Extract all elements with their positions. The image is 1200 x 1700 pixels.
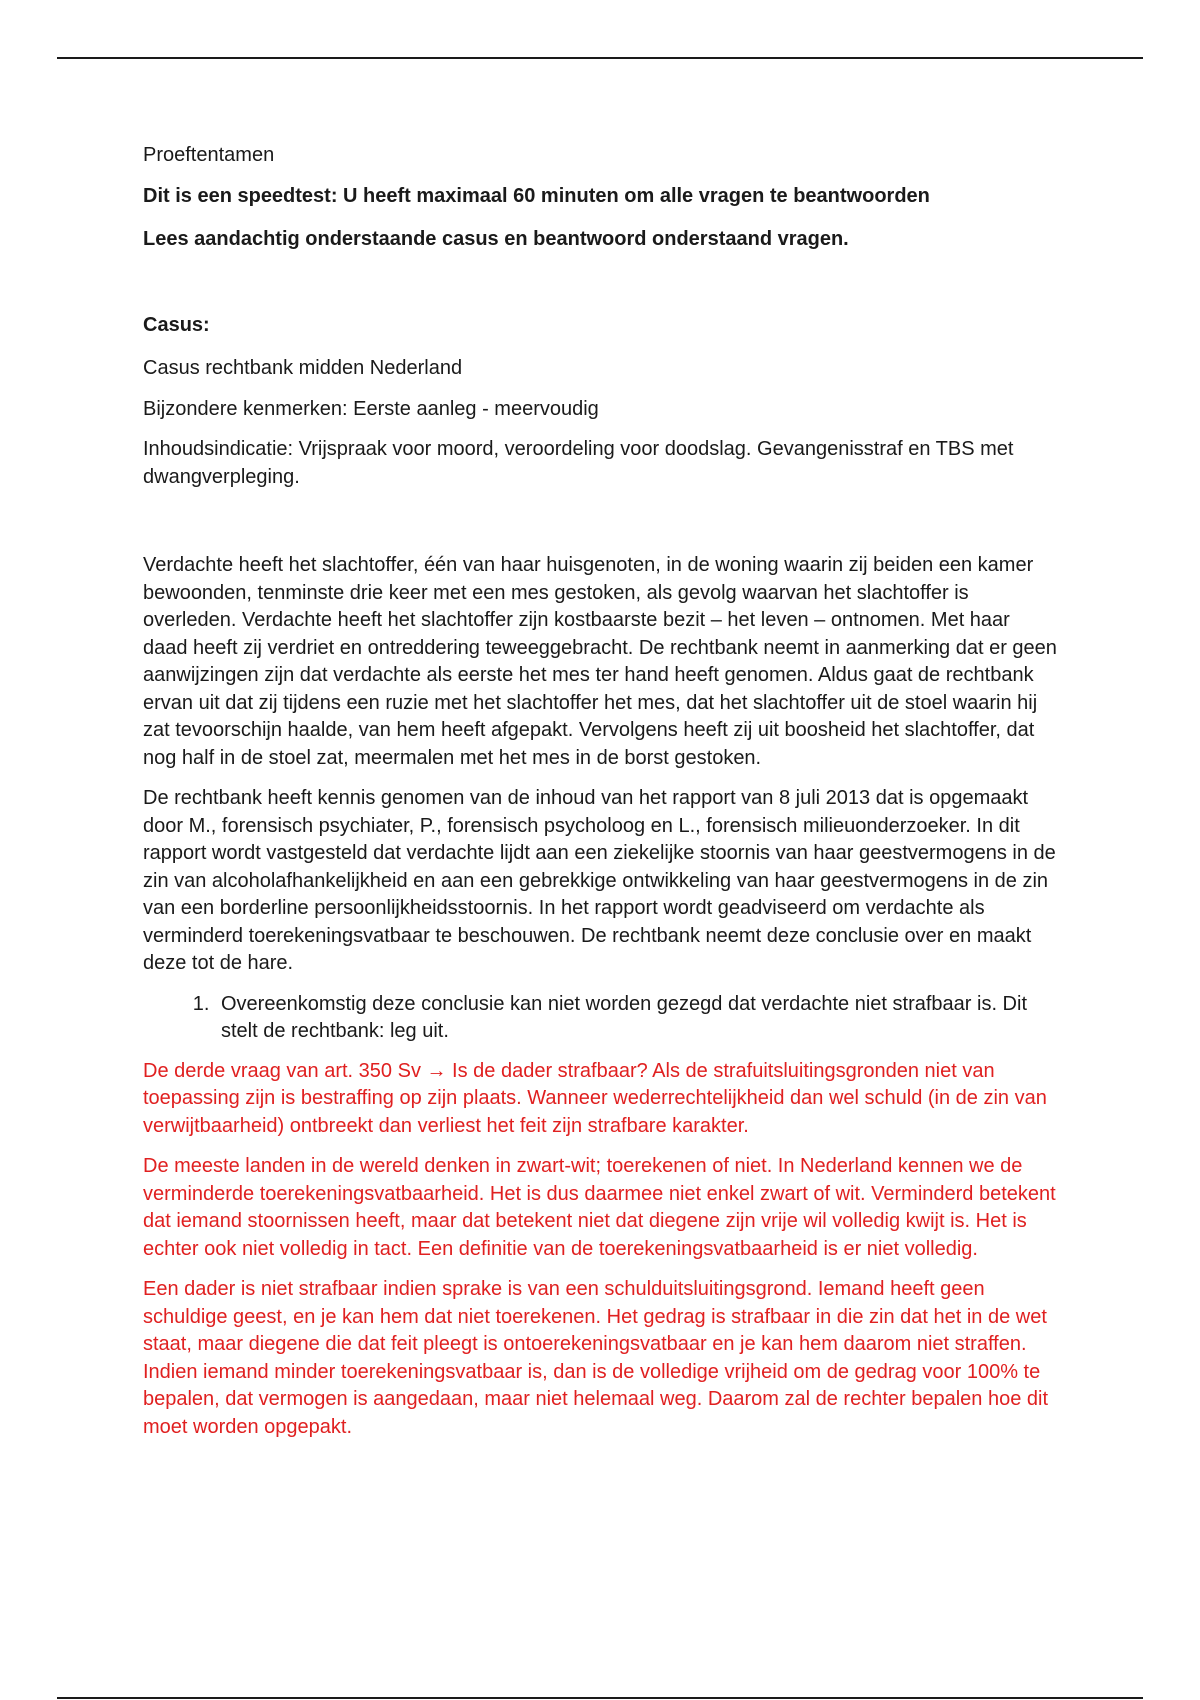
answer-paragraph-2: De meeste landen in de wereld denken in zwart-wit; toerekenen of niet. In Nederland kennen we de verminderde toerekeningsvatbaarheid. Het is dus daarmee niet enkel zwart of wit. Verminderd betekent dat iemand stoornissen heeft, maar dat betekent niet dat diegene zijn vrije wil volledig kwijt is. Het is echter ook niet volledig in tact. Een definitie van de toerekeningsvatbaarheid is er niet volledig. <box>143 1155 1056 1260</box>
case-paragraph-2: De rechtbank heeft kennis genomen van de inhoud van het rapport van 8 juli 2013 dat is opgemaakt door M., forensisch psychiater, P., forensisch psycholoog en L., forensisch milieuonderzoeker. In dit rapport wordt vastgesteld dat verdachte lijdt aan een ziekelijke stoornis van haar geestvermogens in de zin van alcoholafhankelijkheid en aan een gebrekkige ontwikkeling van haar geestvermogens in de zin van een borderline persoonlijkheidsstoornis. In het rapport wordt geadviseerd om verdachte als verminderd toerekeningsvatbaar te beschouwen. De rechtbank neemt deze conclusie over en maakt deze tot de hare. <box>143 787 1056 974</box>
question-1: 1. Overeenkomstig deze conclusie kan niet worden gezegd dat verdachte niet strafbaar is. Dit stelt de rechtbank: leg uit. <box>215 991 1058 1046</box>
instruction-read-case: Lees aandachtig onderstaande casus en beantwoord onderstaand vragen. <box>143 228 849 250</box>
case-paragraph-1: Verdachte heeft het slachtoffer, één van haar huisgenoten, in de woning waarin zij beiden een kamer bewoonden, tenminste drie keer met een mes gestoken, als gevolg waarvan het slachtoffer is overleden. Verdachte heeft het slachtoffer zijn kostbaarste bezit – het leven – ontnomen. Met haar daad heeft zij verdriet en ontreddering teweeggebracht. De rechtbank neemt in aanmerking dat er geen aanwijzingen zijn dat verdachte als eerste het mes ter hand heeft genomen. Aldus gaat de rechtbank ervan uit dat zij tijdens een ruzie met het slachtoffer het mes, dat het slachtoffer uit de stoel waarin hij zat tevoorschijn haalde, van hem heeft afgepakt. Vervolgens heeft zij uit boosheid het slachtoffer, dat nog half in de stoel zat, meermalen met het mes in de borst gestoken. <box>143 554 1057 769</box>
document-label: Proeftentamen <box>143 144 275 166</box>
instruction-time-limit: Dit is een speedtest: U heeft maximaal 60 minuten om alle vragen te beantwoorden <box>143 184 930 207</box>
casus-title: Casus rechtbank midden Nederland <box>143 357 463 379</box>
casus-heading: Casus: <box>143 313 210 336</box>
footer-rule <box>57 1697 1143 1699</box>
document-page <box>143 142 1058 1454</box>
casus-inhoudsindicatie: Inhoudsindicatie: Vrijspraak voor moord, veroordeling voor doodslag. Gevangenisstraf en TBS met dwangverpleging. <box>143 438 1014 488</box>
answer-paragraph-1: De derde vraag van art. 350 Sv → Is de dader strafbaar? Als de strafuitsluitingsgronden niet van toepassing zijn is bestraffing op zijn plaats. Wanneer wederrechtelijkheid dan wel schuld (in de zin van verwijtbaarheid) ontbreekt dan verliest het feit zijn strafbare karakter. <box>143 1059 1047 1137</box>
header-rule <box>57 57 1143 59</box>
question-list <box>143 991 1058 1046</box>
casus-kenmerken: Bijzondere kenmerken: Eerste aanleg - meervoudig <box>143 397 599 420</box>
answer-paragraph-3: Een dader is niet strafbaar indien sprake is van een schulduitsluitingsgrond. Iemand heeft geen schuldige geest, en je kan hem dat niet toerekenen. Het gedrag is strafbaar in die zin dat het in de wet staat, maar diegene die dat feit pleegt is ontoerekeningsvatbaar en je kan hem daarom niet straffen. Indien iemand minder toerekeningsvatbaar is, dan is de volledige vrijheid om de gedrag voor 100% te bepalen, dat vermogen is aangedaan, maar niet helemaal weg. Daarom zal de rechter bepalen hoe dit moet worden opgepakt. <box>143 1278 1049 1438</box>
